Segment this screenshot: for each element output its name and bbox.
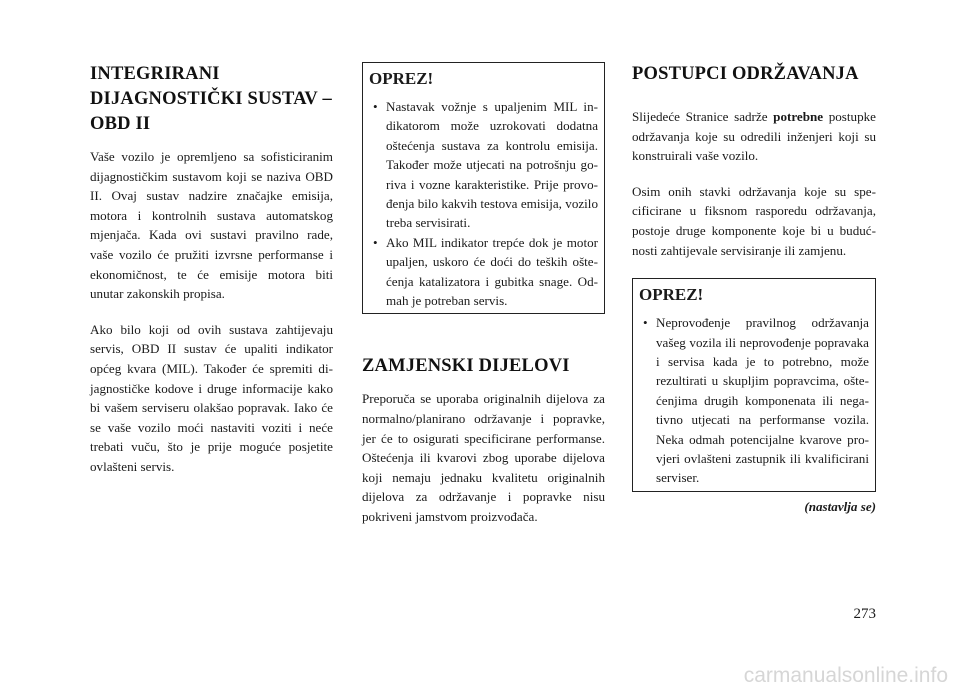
paragraph: Osim onih stavki održavanja koje su specificirane u fiksnom rasporedu održavanja, postoje druge komponente koje bi u budućnosti zahtijevale servisiranje ili zamjenu. (632, 183, 876, 258)
heading-line: DIJAGNOSTIČKI SUSTAV – (90, 89, 332, 109)
warning-item: • Nastavak vožnje s upaljenim MIL indikatorom može uzrokovati dodatna oštećenja sustava za kontrolu emisija. Također može utjecati na potrošnju goriva i vozne karakteristike. Prije provođenja bilo kakvih testova emisija, vozilo treba servisirati. (369, 97, 598, 233)
heading-line: OBD II (90, 114, 151, 134)
watermark: carmanualsonline.info (743, 664, 948, 687)
section-heading-parts: ZAMJENSKI DIJELOVI (362, 356, 570, 377)
text-run: postupke održavanja koje su odredili inženjeri koji su konstruirali vaše vozilo. (632, 109, 876, 164)
paragraph (632, 107, 876, 166)
heading-line: INTEGRIRANI (90, 64, 220, 84)
section-heading-obd (90, 62, 333, 137)
warning-title: OPREZ! (369, 69, 434, 88)
warning-title: OPREZ! (639, 285, 704, 305)
warning-box (632, 278, 876, 492)
paragraph: Vaše vozilo je opremljeno sa sofisticiranim dijagnostičkim sustavom koji se naziva OBD II. Ovaj sustav nadzire značajke emisija, motora i kontrolnih sustava automatskog mjenjača. Kada ovi sustavi pravilno rade, vaše vozilo će pružiti izvrsne performanse i ekonomičnost, te će emisije motora biti unutar zakonskih propisa. (90, 149, 333, 302)
warning-list (369, 97, 598, 310)
text-run: Slijedeće Stranice sadrže (632, 109, 774, 124)
column-middle (362, 62, 605, 543)
continued-note: (nastavlja se) (804, 498, 876, 514)
section-heading-maintenance: POSTUPCI ODRŽAVANJA (632, 64, 859, 84)
paragraph: Ako bilo koji od ovih sustava zahtijevaju servis, OBD II sustav će upaliti indikator općeg kvara (MIL). Također će spremiti dijagnostičke kodove i druge informacije kako bi vašem serviseru olakšao popravak. Iako će se vaše vozilo moći nastaviti voziti i neće trebati vuču, što je prije moguće posjetite ovlašteni servis. (90, 321, 333, 474)
warning-list (639, 313, 869, 488)
page-number: 273 (853, 606, 876, 622)
emphasis: potrebne (773, 109, 824, 124)
warning-item: • Ako MIL indikator trepće dok je motor upaljen, uskoro će doći do teških oštećenja katalizatora i gubitka snage. Odmah je potreban servis. (369, 233, 598, 311)
warning-box (362, 62, 605, 314)
paragraph: Preporuča se uporaba originalnih dijelova za normalno/planirano održavanje i popravke, jer će to osigurati specificirane performanse. Oštećenja ili kvarovi zbog uporabe dijelova koji nemaju jednaku kvalitetu originalnih dijelova za održavanje i popravke nisu pokriveni jamstvom proizvođača. (362, 391, 605, 525)
warning-item: • Neprovođenje pravilnog održavanja vašeg vozila ili neprovođenje popravaka i servisa kada je to potrebno, može rezultirati u skupljim popravcima, oštećenjima drugih komponenata ili negativno utjecati na performanse vozila. Neka odmah potencijalne kvarove provjeri ovlašteni zastupnik ili kvalificirani serviser. (639, 313, 869, 488)
column-right (632, 62, 876, 515)
column-left (90, 62, 333, 493)
